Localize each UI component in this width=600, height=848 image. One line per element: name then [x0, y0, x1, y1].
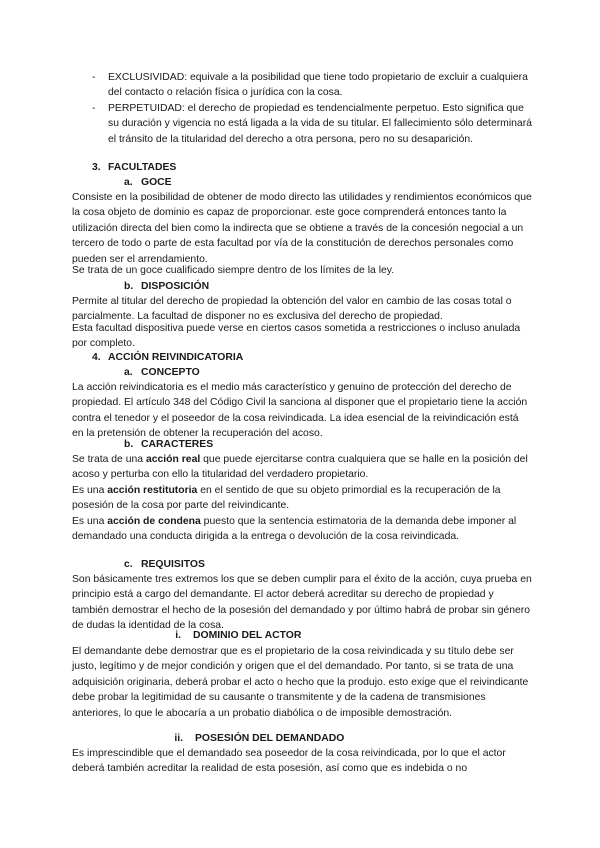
paragraph-disposicion-restricciones: Esta facultad dispositiva puede verse en ciertos casos sometida a restricciones o incluso anulada por completo.: [72, 323, 521, 350]
paragraph-requisitos: Son básicamente tres extremos los que se deben cumplir para el éxito de la acción, cuya prueba en principio está a cargo del demandante. El actor deberá acreditar su derecho de propiedad y también demostrar el hecho de la posesión del demandado y por último habrá de probar sin género de dudas la identidad de la cosa.: [72, 574, 532, 632]
bullet-dash: -: [92, 103, 96, 114]
paragraph-accion-real: [72, 452, 532, 483]
heading-caracteres: [124, 437, 213, 452]
bullet-perpetuidad: [92, 101, 532, 147]
paragraph-accion-condena: [72, 514, 532, 545]
bold-term: acción real: [145, 454, 201, 465]
text-run: puesto que la sentencia estimatoria de la demanda debe imponer al demandado una conducta dirigida a la entrega o devolución de la cosa reivindicada.: [72, 516, 517, 543]
heading-title: REQUISITOS: [141, 559, 205, 570]
paragraph-goce-limits: Se trata de un goce cualificado siempre dentro de los límites de la ley.: [72, 265, 395, 276]
bullet-text: PERPETUIDAD: el derecho de propiedad es tendencialmente perpetuo. Esto significa que su duración y vigencia no está ligada a la vida de su titular. El fallecimiento sólo determinará el tránsito de la titularidad del derecho a otra persona, pero no su desaparición.: [108, 103, 532, 145]
paragraph-dominio-actor: El demandante debe demostrar que es el propietario de la cosa reivindicada y su título debe ser justo, legítimo y de mejor condición y origen que el del demandado. Por tanto, si se trata de una adquisición originaria, deberá probar el acto o hecho que la produjo. esto exige que el reivindicante debe probar la legitimidad de su causante o transmitente y de la cadena de transmisiones anteriores, lo que le abocaría a un probatio diabólica o de imposible demostración.: [72, 646, 529, 719]
heading-requisitos: [124, 557, 205, 572]
bullet-exclusividad: [92, 70, 532, 101]
heading-title: GOCE: [141, 177, 172, 188]
bullet-text: EXCLUSIVIDAD: equivale a la posibilidad que tiene todo propietario de excluir a cualquiera del contacto o relación física o jurídica con la cosa.: [108, 72, 528, 99]
paragraph-concepto: La acción reivindicatoria es el medio más característico y genuino de protección del derecho de propiedad. El artículo 348 del Código Civil la sanciona al disponer que el propietario tiene la acción contra el tenedor y el poseedor de la cosa reivindicada. La idea esencial de la reivindicación está en la pretensión de obtener la recuperación del acoso.: [72, 382, 528, 440]
bold-term: acción restitutoria: [107, 485, 198, 496]
heading-title: CONCEPTO: [141, 367, 200, 378]
heading-dominio-actor: [155, 628, 301, 643]
paragraph-accion-restitutoria: [72, 483, 532, 514]
text-run: Es una: [72, 516, 108, 527]
heading-number: a.: [124, 177, 133, 188]
heading-number: 4.: [92, 352, 101, 363]
heading-title: DOMINIO DEL ACTOR: [193, 630, 302, 641]
heading-title: CARACTERES: [141, 439, 214, 450]
paragraph-goce: Consiste en la posibilidad de obtener de modo directo las utilidades y rendimientos económicos que la cosa objeto de dominio es capaz de proporcionar. este goce comprenderá entonces tanto la utilización directa del bien como la indirecta que se obtiene a través de la concesión negocial a un tercero de todo o parte de esta facultad por vía de la constitución de derechos personales como pueden ser el arrendamiento.: [72, 192, 532, 265]
bold-term: acción de condena: [107, 516, 201, 527]
heading-facultades: [92, 160, 176, 175]
heading-title: POSESIÓN DEL DEMANDADO: [195, 733, 345, 744]
text-run: Es una: [72, 485, 108, 496]
heading-posesion-demandado: [155, 731, 344, 746]
heading-goce: [124, 175, 172, 190]
heading-title: FACULTADES: [108, 162, 177, 173]
heading-number: a.: [124, 367, 133, 378]
heading-number: ii.: [174, 733, 183, 744]
bullet-dash: -: [92, 72, 96, 83]
heading-number: c.: [124, 559, 133, 570]
paragraph-disposicion: Permite al titular del derecho de propiedad la obtención del valor en cambio de las cosas total o parcialmente. La facultad de disponer no es exclusiva del derecho de propiedad.: [72, 296, 512, 323]
heading-number: b.: [124, 439, 134, 450]
heading-concepto: [124, 365, 200, 380]
heading-disposicion: [124, 279, 209, 294]
heading-title: ACCIÓN REIVINDICATORIA: [108, 352, 244, 363]
heading-title: DISPOSICIÓN: [141, 281, 210, 292]
heading-number: i.: [175, 630, 181, 641]
paragraph-posesion-demandado: Es imprescindible que el demandado sea poseedor de la cosa reivindicada, por lo que el actor deberá también acreditar la realidad de esta posesión, así como que es indebida o no: [72, 748, 506, 775]
text-run: Se trata de una: [72, 454, 146, 465]
text-run: en el sentido de que su objeto primordial es la recuperación de la posesión de la cosa por parte del reivindicante.: [72, 485, 501, 512]
text-run: que puede ejercitarse contra cualquiera que se halle en la posición del acoso y perturba con ello la titularidad del verdadero propietario.: [72, 454, 528, 481]
heading-number: b.: [124, 281, 134, 292]
heading-accion-reivindicatoria: [92, 350, 243, 365]
heading-number: 3.: [92, 162, 101, 173]
